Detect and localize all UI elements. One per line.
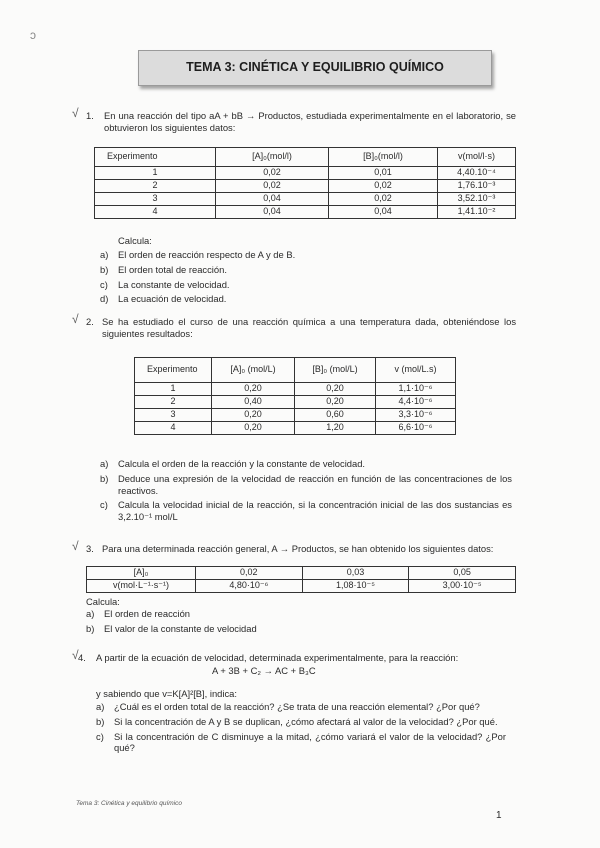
table-cell: 0,40 bbox=[212, 396, 295, 409]
table-header: v (mol/L.s) bbox=[376, 358, 456, 383]
q3-item-list bbox=[86, 608, 506, 638]
table-cell: 4 bbox=[95, 206, 216, 219]
table-cell: 3 bbox=[135, 409, 212, 422]
table-cell: 0,05 bbox=[409, 567, 516, 580]
table-cell: 0,20 bbox=[212, 422, 295, 435]
table-cell: 1,08·10⁻⁵ bbox=[302, 580, 409, 593]
table-cell: 1,41.10⁻² bbox=[438, 206, 516, 219]
table-cell: 3 bbox=[95, 193, 216, 206]
page-number: 1 bbox=[496, 810, 502, 821]
list-item bbox=[86, 608, 506, 620]
table-cell: 4,80·10⁻⁶ bbox=[196, 580, 303, 593]
list-item bbox=[86, 623, 506, 635]
q3-data-table bbox=[86, 566, 516, 593]
list-item bbox=[100, 249, 500, 261]
q4-given: y sabiendo que v=K[A]²[B], indica: bbox=[96, 688, 237, 699]
item-label: a) bbox=[100, 458, 109, 469]
table-cell: 3,3·10⁻⁶ bbox=[376, 409, 456, 422]
table-row bbox=[95, 180, 516, 193]
table-cell: 1 bbox=[95, 167, 216, 180]
item-text: Calcula el orden de la reacción y la constante de velocidad. bbox=[118, 458, 366, 469]
table-cell: 0,04 bbox=[216, 193, 329, 206]
table-cell: 3,52.10⁻³ bbox=[438, 193, 516, 206]
table-cell: 0,02 bbox=[216, 180, 329, 193]
table-cell: 0,20 bbox=[295, 383, 376, 396]
table-cell: 0,02 bbox=[196, 567, 303, 580]
table-cell: 0,02 bbox=[329, 180, 438, 193]
table-cell: 1,76.10⁻³ bbox=[438, 180, 516, 193]
table-row bbox=[95, 167, 516, 180]
table-cell: 1,20 bbox=[295, 422, 376, 435]
table-cell: 0,03 bbox=[302, 567, 409, 580]
item-label: b) bbox=[100, 263, 109, 275]
q1-calc-label: Calcula: bbox=[118, 235, 152, 246]
table-cell: 0,60 bbox=[295, 409, 376, 422]
q1-item-list bbox=[100, 249, 500, 308]
check-mark-icon: √ bbox=[72, 648, 79, 662]
table-header: v(mol/l·s) bbox=[438, 148, 516, 167]
q2-number: 2. bbox=[86, 316, 94, 327]
check-mark-icon: √ bbox=[72, 539, 79, 553]
table-header: [A]₀(mol/l) bbox=[216, 148, 329, 167]
check-mark-icon: √ bbox=[72, 312, 79, 326]
item-text: El orden de reacción bbox=[104, 608, 190, 619]
table-header: Experimento bbox=[135, 358, 212, 383]
table-row-label: [A]₀ bbox=[87, 567, 196, 580]
table-header: [B]₀ (mol/L) bbox=[295, 358, 376, 383]
table-cell: 0,01 bbox=[329, 167, 438, 180]
list-item bbox=[100, 293, 500, 305]
item-text: Si la concentración de C disminuye a la mitad, ¿cómo variará el valor de la velocidad? ¿Por qué? bbox=[114, 730, 506, 754]
check-mark-icon: √ bbox=[72, 106, 79, 120]
table-cell: 4,4·10⁻⁶ bbox=[376, 396, 456, 409]
list-item bbox=[100, 499, 512, 523]
q3-statement: Para una determinada reacción general, A → Productos, se han obtenido los siguientes datos: bbox=[102, 543, 494, 554]
item-label: c) bbox=[100, 499, 108, 511]
table-cell: 6,6·10⁻⁶ bbox=[376, 422, 456, 435]
item-text: El orden total de reacción. bbox=[118, 263, 227, 275]
q2-item-list bbox=[100, 458, 512, 526]
table-cell: 0,02 bbox=[329, 193, 438, 206]
list-item bbox=[100, 279, 500, 291]
item-label: b) bbox=[96, 715, 105, 727]
item-text: Deduce una expresión de la velocidad de reacción en función de las concentraciones de los reactivos. bbox=[118, 472, 512, 496]
table-cell: 0,02 bbox=[216, 167, 329, 180]
table-row bbox=[135, 396, 456, 409]
table-row bbox=[87, 580, 516, 593]
list-item bbox=[96, 716, 506, 728]
q2-data-table bbox=[134, 357, 456, 435]
pen-mark-decoration: ↄ bbox=[30, 28, 36, 42]
table-cell: 2 bbox=[135, 396, 212, 409]
item-text: El valor de la constante de velocidad bbox=[104, 622, 257, 634]
table-row bbox=[87, 567, 516, 580]
q1-statement: En una reacción del tipo aA + bB → Productos, estudiada experimentalmente en el laboratorio, se obtuvieron los siguientes datos: bbox=[104, 110, 516, 133]
list-item bbox=[96, 701, 506, 713]
table-cell: 0,04 bbox=[216, 206, 329, 219]
item-label: a) bbox=[100, 249, 109, 260]
list-item bbox=[100, 458, 512, 470]
item-label: c) bbox=[96, 730, 104, 742]
table-row bbox=[95, 193, 516, 206]
q1-data-table bbox=[94, 147, 516, 219]
table-row bbox=[135, 422, 456, 435]
page-title: TEMA 3: CINÉTICA Y EQUILIBRIO QUÍMICO bbox=[138, 50, 492, 86]
table-cell: 4,40.10⁻⁴ bbox=[438, 167, 516, 180]
list-item bbox=[100, 473, 512, 497]
item-label: b) bbox=[100, 472, 109, 484]
item-text: ¿Cuál es el orden total de la reacción? ¿Se trata de una reacción elemental? ¿Por qué? bbox=[114, 701, 480, 712]
table-header-row bbox=[95, 148, 516, 167]
table-cell: 0,20 bbox=[212, 409, 295, 422]
table-header: [B]₀(mol/l) bbox=[329, 148, 438, 167]
footer-text: Tema 3: Cinética y equilibrio químico bbox=[76, 800, 182, 807]
item-text: Si la concentración de A y B se duplican, ¿cómo afectará al valor de la velocidad? ¿Por qué. bbox=[114, 715, 498, 727]
q4-statement: A partir de la ecuación de velocidad, determinada experimentalmente, para la reacción: bbox=[96, 652, 459, 663]
table-cell: 4 bbox=[135, 422, 212, 435]
table-cell: 1,1·10⁻⁶ bbox=[376, 383, 456, 396]
table-row bbox=[95, 206, 516, 219]
table-header: Experimento bbox=[95, 148, 216, 167]
table-header: [A]₀ (mol/L) bbox=[212, 358, 295, 383]
table-row-label: v(mol·L⁻¹·s⁻¹) bbox=[87, 580, 196, 593]
q3-calc-label: Calcula: bbox=[86, 596, 120, 607]
table-header-row bbox=[135, 358, 456, 383]
q4-item-list bbox=[96, 701, 506, 757]
item-label: d) bbox=[100, 293, 109, 305]
item-text: La ecuación de velocidad. bbox=[118, 293, 227, 305]
list-item bbox=[100, 264, 500, 276]
q4-equation: A + 3B + C₂ → AC + B₃C bbox=[212, 665, 316, 676]
list-item bbox=[96, 731, 506, 755]
table-cell: 1 bbox=[135, 383, 212, 396]
item-label: c) bbox=[100, 278, 108, 290]
q2-statement: Se ha estudiado el curso de una reacción química a una temperatura dada, obteniéndose los siguientes resultados: bbox=[102, 316, 516, 339]
item-label: b) bbox=[86, 622, 95, 634]
table-cell: 2 bbox=[95, 180, 216, 193]
table-row bbox=[135, 409, 456, 422]
table-cell: 0,20 bbox=[212, 383, 295, 396]
q3-number: 3. bbox=[86, 543, 94, 554]
table-cell: 0,04 bbox=[329, 206, 438, 219]
item-text: Calcula la velocidad inicial de la reacción, si la concentración inicial de las dos sustancias es 3,2.10⁻¹ mol/L bbox=[118, 499, 512, 522]
table-row bbox=[135, 383, 456, 396]
item-label: a) bbox=[96, 701, 105, 712]
table-cell: 0,20 bbox=[295, 396, 376, 409]
item-text: El orden de reacción respecto de A y de B. bbox=[118, 249, 296, 260]
item-label: a) bbox=[86, 608, 95, 619]
table-cell: 3,00·10⁻⁵ bbox=[409, 580, 516, 593]
q1-number: 1. bbox=[86, 110, 94, 121]
q4-number: 4. bbox=[78, 652, 86, 663]
item-text: La constante de velocidad. bbox=[118, 278, 230, 290]
